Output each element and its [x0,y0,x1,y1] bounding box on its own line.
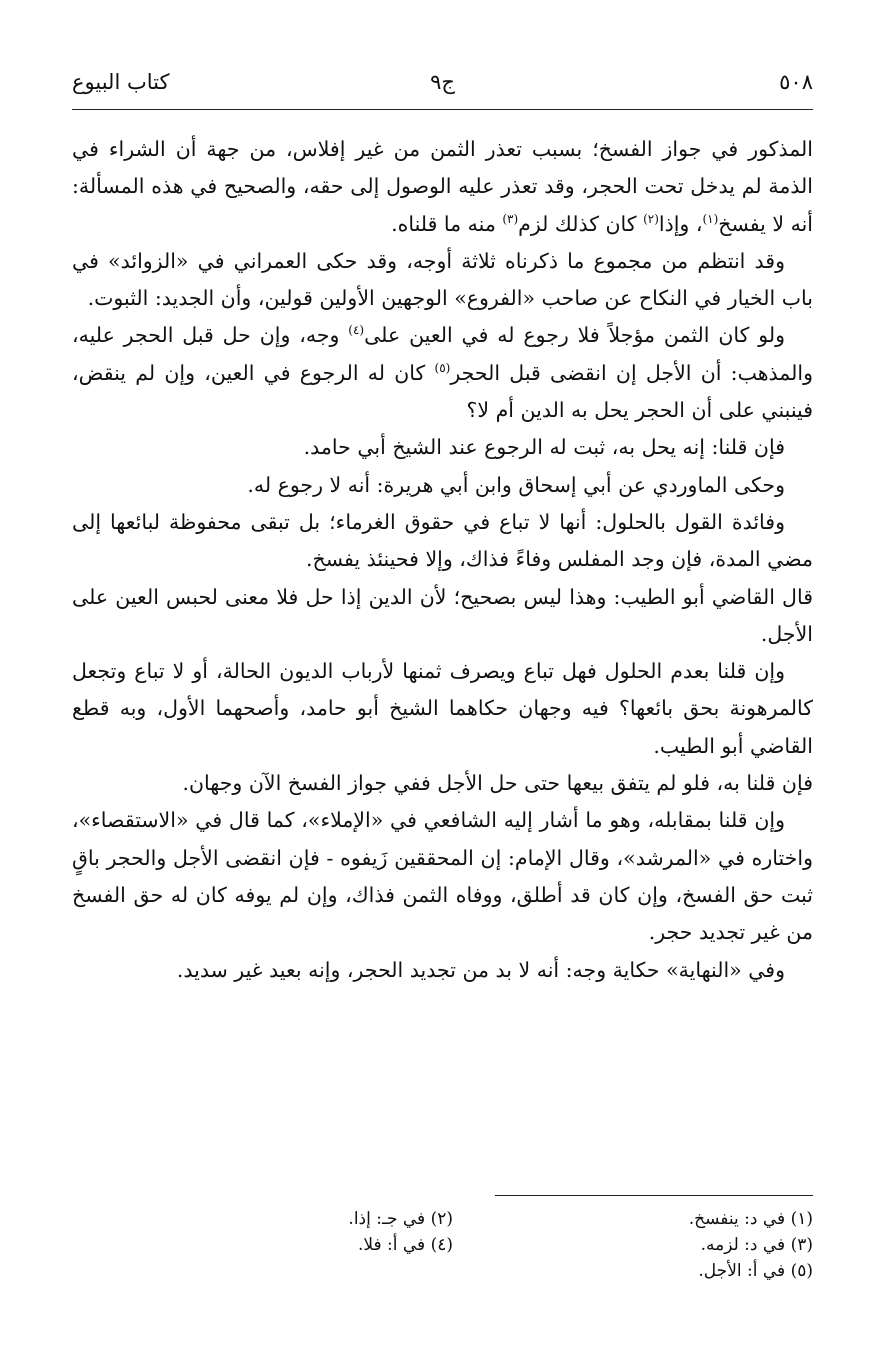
paragraph: وفائدة القول بالحلول: أنها لا تباع في حقوق الغرماء؛ بل تبقى محفوظة لبائعها إلى مضي المدة، فإن وجد المفلس وفاءً فذاك، وإلا فحينئذ يفسخ. [72,509,813,572]
paragraph: المذكور في جواز الفسخ؛ بسبب تعذر الثمن من غير إفلاس، من جهة أن الشراء في الذمة لم يدخل تحت الحجر، وقد تعذر عليه الوصول إلى حقه، والصحيح في هذه المسألة: أنه لا يفسخ$^{(١)}$، وإذا$^{(٢)}$ كان كذلك لزم$^{(٣)}$ منه ما قلناه. [72,137,813,236]
page-header [72,62,813,102]
paragraph: وحكى الماوردي عن أبي إسحاق وابن أبي هريرة: أنه لا رجوع له. [247,472,785,497]
footnote: (٤) في أ: فلا. [357,1235,453,1255]
paragraph: ولو كان الثمن مؤجلاً فلا رجوع له في العين على$^{(٤)}$ وجه، وإن حل قبل الحجر عليه، والمذهب: أن الأجل إن انقضى قبل الحجر$^{(٥)}$ كان له الرجوع في العين، وإن لم ينقض، فينبني على أن الحجر يحل به الدين أم لا؟ [72,323,813,423]
footnote-ref: (٤) [348,323,365,338]
header-rule [72,109,813,110]
main-text [72,131,813,989]
book-title: كتاب البيوع [72,70,170,94]
footnote-row [72,1232,813,1258]
footnote-ref: (٥) [434,360,451,375]
footnote-rule [495,1195,813,1196]
paragraph: فإن قلنا: إنه يحل به، ثبت له الرجوع عند الشيخ أبي حامد. [303,435,785,460]
footnotes [72,1206,813,1284]
paragraph: قال القاضي أبو الطيب: وهذا ليس بصحيح؛ لأن الدين إذا حل فلا معنى لحبس العين على الأجل. [72,584,813,646]
footnote: (٣) في د: لزمه. [700,1235,813,1255]
paragraph: فإن قلنا به، فلو لم يتفق بيعها حتى حل الأجل ففي جواز الفسخ الآن وجهان. [182,771,813,796]
footnote-row [72,1258,813,1284]
paragraph: وفي «النهاية» حكاية وجه: أنه لا بد من تجديد الحجر، وإنه بعيد غير سديد. [176,957,785,982]
volume-number: ج٩ [430,70,455,94]
footnote-ref: (١) [702,211,719,226]
paragraph: وقد انتظم من مجموع ما ذكرناه ثلاثة أوجه، وقد حكى العمراني في «الزوائد» في باب الخيار في النكاح عن صاحب «الفروع» الوجهين الأولين قولين، وأن الجديد: الثبوت. [72,248,813,311]
footnote-ref: (٣) [502,211,519,226]
paragraph: وإن قلنا بعدم الحلول فهل تباع ويصرف ثمنها لأرباب الديون الحالة، أو لا تباع وتجعل كالمرهونة بحق بائعها؟ فيه وجهان حكاهما الشيخ أبو حامد، وأصحهما الأول، وبه قطع القاضي أبو الطيب. [72,659,813,758]
footnote-ref: (٢) [643,211,659,226]
footnote-row [72,1206,813,1232]
footnote: (٢) في جـ: إذا. [348,1209,453,1229]
footnote: (٥) في أ: الأجل. [698,1261,813,1281]
paragraph: وإن قلنا بمقابله، وهو ما أشار إليه الشافعي في «الإملاء»، كما قال في «الاستقصاء»، واختاره في «المرشد»، وقال الإمام: إن المحققين زَيفوه - فإن انقضى الأجل والحجر باقٍ ثبت حق الفسخ، وإن كان قد أطلق، ووفاه الثمن فذاك، وإن لم يوفه كان له حق الفسخ من غير تجديد حجر. [72,808,813,945]
page-number: ٥٠٨ [779,70,813,94]
footnote: (١) في د: ينفسخ. [688,1209,813,1229]
